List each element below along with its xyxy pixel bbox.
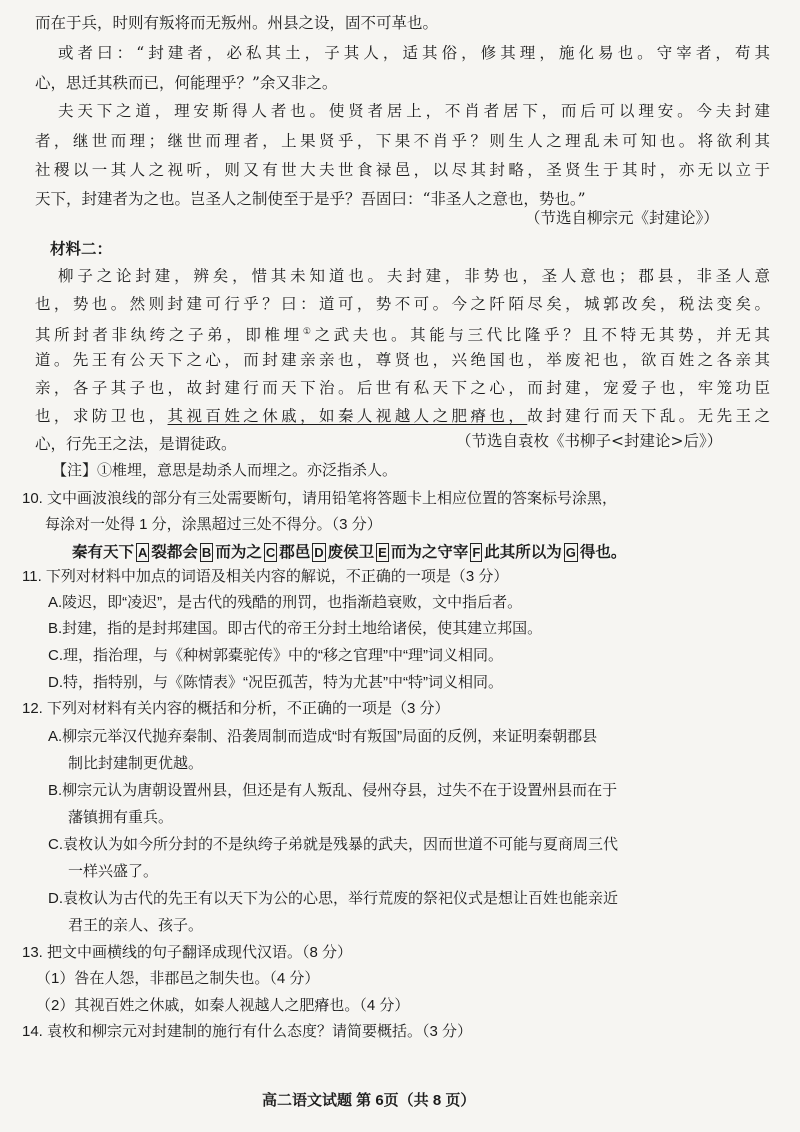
q10-seg-6: 而为之守宰 xyxy=(390,542,469,561)
annotation-note: 【注】①椎埋，意思是劫杀人而埋之。亦泛指杀人。 xyxy=(52,462,398,479)
passage1-line-7: 天下，封建者为之也。岂圣人之制使至于是乎？吾固曰：“非圣人之意也，势也。” xyxy=(35,190,586,208)
q10-seg-5: 废侯卫 xyxy=(327,542,375,561)
passage1-line-1: 而在于兵，时则有叛将而无叛州。州县之设，固不可革也。 xyxy=(35,14,439,32)
q10-marker-b[interactable]: B xyxy=(201,545,212,560)
q13-stem: 13. 把文中画横线的句子翻译成现代汉语。（8 分） xyxy=(22,944,353,961)
q12-option-a-line-2[interactable]: 制比封建制更优越。 xyxy=(68,755,204,772)
q10-marker-a[interactable]: A xyxy=(138,545,148,560)
passage2-line-3-part2: 之武夫也。其能与三代比隆乎？且不特无其势，并无其 xyxy=(314,326,770,345)
q13-item-1: （1）咎在人怨，非郡邑之制失也。（4 分） xyxy=(36,970,320,987)
q10-sentence xyxy=(72,541,626,563)
passage2-line-3-part1: 其所封者非纨绔之子弟，即椎埋 xyxy=(35,326,303,345)
q11-option-d[interactable]: D.特，指特别，与《陈情表》“况臣孤苦，特为尤甚”中“特”词义相同。 xyxy=(48,674,503,691)
q10-seg-2: 裂都会 xyxy=(151,542,198,561)
q12-option-a-line-1[interactable]: A.柳宗元举汉代抛弃秦制、沿袭周制而造成“时有叛国”局面的反例，来证明秦朝郡县 xyxy=(48,728,598,745)
passage2-line-7: 心，行先王之法，是谓徒政。 xyxy=(35,435,237,453)
passage2-line-2: 也，势也。然则封建可行乎？曰：道可，势不可。今之阡陌尽矣，城郭改矣，税法变矣。 xyxy=(35,295,770,313)
q12-option-c-line-1[interactable]: C.袁枚认为如今所分封的不是纨绔子弟就是残暴的武夫，因而世道不可能与夏商周三代 xyxy=(48,836,619,853)
passage2-line-4: 道。先王有公天下之心，而封建亲亲也，尊贤也，兴绝国也，举废祀也，欲百姓之各亲其 xyxy=(35,351,770,369)
q10-stem-line-2: 每涂对一处得 1 分，涂黑超过三处不得分。（3 分） xyxy=(45,516,382,533)
q14-stem: 14. 袁枚和柳宗元对封建制的施行有什么态度？请简要概括。（3 分） xyxy=(22,1023,473,1040)
q13-item-2: （2）其视百姓之休戚，如秦人视越人之肥瘠也。（4 分） xyxy=(36,997,410,1014)
q10-marker-c[interactable]: C xyxy=(265,545,276,560)
passage2-line-6 xyxy=(35,405,770,427)
q11-option-a[interactable]: A.陵迟，即“凌迟”，是古代的残酷的刑罚，也指渐趋衰败，文中指后者。 xyxy=(48,594,523,611)
passage2-line-1: 柳子之论封建，辨矣，惜其未知道也。夫封建，非势也，圣人意也；郡县，非圣人意 xyxy=(58,267,770,285)
passage1-line-4: 夫天下之道，理安斯得人者也。使贤者居上，不肖者居下，而后可以理安。今夫封建 xyxy=(58,102,770,120)
q12-option-c-line-2[interactable]: 一样兴盛了。 xyxy=(68,863,159,880)
q10-seg-4: 郡邑 xyxy=(279,542,311,561)
q10-marker-e[interactable]: E xyxy=(378,545,387,560)
q10-stem-line-1: 10. 文中画波浪线的部分有三处需要断句，请用铅笔将答题卡上相应位置的答案标号涂黑， xyxy=(22,490,618,507)
q12-stem: 12. 下列对材料有关内容的概括和分析，不正确的一项是（3 分） xyxy=(22,700,450,717)
underlined-sentence: 其视百姓之休戚，如秦人视越人之肥瘠也， xyxy=(167,407,528,425)
passage1-source: （节选自柳宗元《封建论》） xyxy=(525,209,719,227)
passage2-line-6-post: 故封建行而天下乱。无先王之 xyxy=(527,407,770,425)
q12-option-b-line-1[interactable]: B.柳宗元认为唐朝设置州县，但还是有人叛乱、侵州夺县，过失不在于设置州县而在于 xyxy=(48,782,618,799)
q12-option-d-line-2[interactable]: 君王的亲人、孩子。 xyxy=(68,917,204,934)
q12-option-d-line-1[interactable]: D.袁枚认为古代的先王有以天下为公的心思，举行荒废的祭祀仪式是想让百姓也能亲近 xyxy=(48,890,619,907)
q11-stem: 11. 下列对材料中加点的词语及相关内容的解说，不正确的一项是（3 分） xyxy=(22,568,509,585)
q10-marker-f[interactable]: F xyxy=(472,545,481,560)
q10-marker-d[interactable]: D xyxy=(314,545,324,560)
passage2-line-3 xyxy=(35,321,770,346)
q12-option-b-line-2[interactable]: 藩镇拥有重兵。 xyxy=(68,809,174,826)
passage2-source: （节选自袁枚《书柳子<封建论>后》） xyxy=(456,432,723,450)
passage2-line-6-pre: 也，求防卫也， xyxy=(35,407,168,425)
passage1-line-3: 心，思迁其秩而已，何能理乎？”余又非之。 xyxy=(35,74,338,92)
q10-marker-g[interactable]: G xyxy=(565,545,576,560)
q11-option-c[interactable]: C.理，指治理，与《种树郭橐驼传》中的“移之官理”中“理”词义相同。 xyxy=(48,647,503,664)
passage1-line-6: 社稷以一其人之视听，则又有世大夫世食禄邑，以尽其封略，圣贤生于其时，亦无以立于 xyxy=(35,161,770,179)
passage1-line-5: 者，继世而理；继世而理者，上果贤乎，下果不肖乎？则生人之理乱未可知也。将欲利其 xyxy=(35,132,770,150)
q10-seg-3: 而为之 xyxy=(215,542,262,561)
passage2-line-5: 亲，各子其子也，故封建行而天下治。后世有私天下之心，而封建，宠爱子也，牢笼功臣 xyxy=(35,379,770,397)
q10-seg-7: 此其所以为 xyxy=(484,542,562,561)
page-footer: 高二语文试题 第 6页（共 8 页） xyxy=(262,1092,476,1109)
passage1-line-2: 或者曰：“封建者，必私其土，子其人，适其俗，修其理，施化易也。守宰者，苟其 xyxy=(58,44,770,62)
q10-seg-1: 秦有天下 xyxy=(72,542,135,561)
footnote-marker: ① xyxy=(302,327,315,337)
passage2-heading: 材料二： xyxy=(50,239,113,258)
q11-option-b[interactable]: B.封建，指的是封邦建国。即古代的帝王分封土地给诸侯，使其建立邦国。 xyxy=(48,620,543,637)
q10-seg-8: 得也。 xyxy=(579,542,627,561)
